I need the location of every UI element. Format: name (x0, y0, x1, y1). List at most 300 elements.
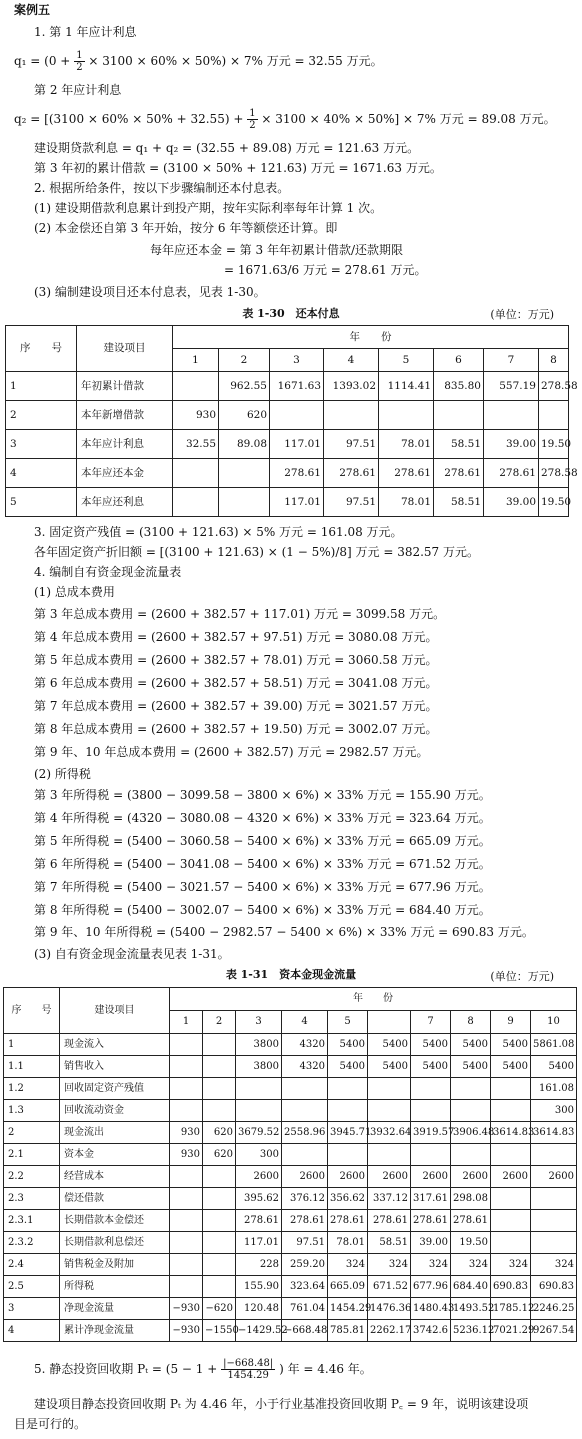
table-cell: 5400 (328, 1034, 368, 1056)
table-cell: 19.50 (539, 488, 569, 517)
table-cell: 2558.96 (282, 1122, 328, 1144)
table-cell: 3679.52 (236, 1122, 282, 1144)
total-cost-heading: (1) 总成本费用 (34, 585, 115, 599)
table-cell (203, 1210, 236, 1232)
annual-principal-result: = 1671.63/6 万元 = 278.61 万元。 (224, 263, 427, 277)
table-cell: 324 (411, 1254, 451, 1276)
table-cell: 97.51 (282, 1232, 328, 1254)
table-cell (531, 1144, 577, 1166)
table-cell: 97.51 (324, 430, 379, 459)
residual-value: 3. 固定资产残值 = (3100 + 121.63) × 5% 万元 = 161.08 万元。 (34, 525, 403, 539)
formula-part: × 3100 × 40% × 50%] × 7% 万元 = 89.08 万元。 (261, 112, 556, 126)
row-seq: 3 (6, 430, 77, 459)
year-header: 3 (270, 349, 324, 372)
table-cell: 3800 (236, 1056, 282, 1078)
table-cell (170, 1232, 203, 1254)
fraction-denominator: 2 (249, 120, 256, 131)
row-seq: 3 (4, 1298, 60, 1320)
formula-part: q₁ = (0 + (14, 54, 71, 68)
table-cell: −668.48 (282, 1320, 328, 1342)
case-title: 案例五 (14, 3, 51, 17)
row-seq: 2.1 (4, 1144, 60, 1166)
table-cell: 962.55 (219, 372, 270, 401)
row-item: 净现金流量 (60, 1298, 170, 1320)
fraction-numerator: |−668.48| (223, 1358, 274, 1369)
table-cell: 3614.83 (491, 1122, 531, 1144)
table30-unit: (单位：万元) (490, 308, 554, 321)
total-cost-year9-10: 第 9 年、10 年总成本费用 = (2600 + 382.57) 万元 = 2982.57 万元。 (34, 745, 429, 759)
table-cell: 278.61 (236, 1210, 282, 1232)
table-cell: 620 (203, 1122, 236, 1144)
row-item: 销售税金及附加 (60, 1254, 170, 1276)
table-cell: 9267.54 (531, 1320, 577, 1342)
row-item: 长期借款本金偿还 (60, 1210, 170, 1232)
fraction-denominator: 2 (76, 62, 83, 73)
total-cost-year5: 第 5 年总成本费用 = (2600 + 382.57 + 78.01) 万元 = 3060.58 万元。 (34, 653, 438, 667)
table-cell: 1114.41 (379, 372, 434, 401)
row-item: 销售收入 (60, 1056, 170, 1078)
year-header: 3 (236, 1011, 282, 1034)
table-cell: 78.01 (379, 488, 434, 517)
table-cell: 1476.36 (368, 1298, 411, 1320)
row-seq: 2.3.2 (4, 1232, 60, 1254)
section4-heading: 4. 编制自有资金现金流量表 (34, 565, 182, 579)
step3-text: (3) 编制建设项目还本付息表，见表 1-30。 (34, 285, 266, 299)
table-cell (411, 1100, 451, 1122)
table-row (4, 1210, 577, 1232)
table-cell (203, 1276, 236, 1298)
table-cell: 278.58 (539, 372, 569, 401)
header-seq: 序 号 (4, 988, 60, 1034)
table-cell: 259.20 (282, 1254, 328, 1276)
fraction-numerator: 1 (76, 50, 83, 61)
table-cell: 557.19 (484, 372, 539, 401)
section2-heading: 2. 根据所给条件，按以下步骤编制还本付息表。 (34, 181, 290, 195)
table-cell: 4320 (282, 1034, 328, 1056)
interest-year2-heading: 第 2 年应计利息 (34, 83, 122, 97)
row-item: 本年应还本金 (77, 459, 173, 488)
table-cell: 19.50 (539, 430, 569, 459)
table-cell: 32.55 (173, 430, 219, 459)
table-row (4, 1100, 577, 1122)
step1-text: (1) 建设期借款利息累计到投产期，按年实际利率每年计算 1 次。 (34, 201, 383, 215)
table-row (4, 1122, 577, 1144)
table-cell (434, 401, 484, 430)
table-cell: −1550 (203, 1320, 236, 1342)
header-seq: 序 号 (6, 326, 77, 372)
table-cell: 835.80 (434, 372, 484, 401)
table-cell (539, 401, 569, 430)
table-cell: 5400 (328, 1056, 368, 1078)
row-item: 本年应计利息 (77, 430, 173, 459)
year-header: 1 (170, 1011, 203, 1034)
table-cell (203, 1100, 236, 1122)
table-cell: 690.83 (491, 1276, 531, 1298)
table-cell: 117.01 (236, 1232, 282, 1254)
table-cell: 690.83 (531, 1276, 577, 1298)
table-cell (531, 1210, 577, 1232)
table-cell (203, 1232, 236, 1254)
table-cell (170, 1254, 203, 1276)
table-cell (411, 1078, 451, 1100)
table-cell: 89.08 (219, 430, 270, 459)
table-cell (203, 1056, 236, 1078)
fraction (74, 50, 84, 73)
table-cell (203, 1078, 236, 1100)
table-cell: −1429.52 (236, 1320, 282, 1342)
table-row (6, 401, 569, 430)
table-cell: 785.81 (328, 1320, 368, 1342)
table-cell: 2262.17 (368, 1320, 411, 1342)
table-cell: 58.51 (434, 430, 484, 459)
table-cell (170, 1056, 203, 1078)
table-cell (491, 1100, 531, 1122)
table-row (6, 488, 569, 517)
table-cell: 300 (531, 1100, 577, 1122)
table-cell: 317.61 (411, 1188, 451, 1210)
table-row (4, 1276, 577, 1298)
table-cell (451, 1100, 491, 1122)
table-cell: 7021.29 (491, 1320, 531, 1342)
table-cell (491, 1188, 531, 1210)
table-cell (282, 1078, 328, 1100)
table31-caption: 表 1-31 资本金现金流量 (225, 968, 357, 981)
table-cell: 2246.25 (531, 1298, 577, 1320)
table-cell (173, 488, 219, 517)
income-tax-year8: 第 8 年所得税 = (5400 − 3002.07 − 5400 × 6%) × 33% 万元 = 684.40 万元。 (34, 903, 491, 917)
table-cell: 3800 (236, 1034, 282, 1056)
table-cell (170, 1276, 203, 1298)
cashflow-intro: (3) 自有资金现金流量表见表 1-31。 (34, 947, 230, 961)
fraction-denominator: 1454.29 (227, 1370, 269, 1381)
table-cell: 117.01 (270, 430, 324, 459)
annual-depreciation: 各年固定资产折旧额 = [(3100 + 121.63) × (1 − 5%)/8] 万元 = 382.57 万元。 (34, 545, 480, 559)
table-row (4, 1298, 577, 1320)
table-cell: 2600 (491, 1166, 531, 1188)
table-cell: 278.61 (451, 1210, 491, 1232)
table-cell (203, 1034, 236, 1056)
interest-year2-formula (14, 108, 556, 131)
table-row (4, 1056, 577, 1078)
table-cell (170, 1188, 203, 1210)
table-row (4, 1232, 577, 1254)
table-cell (484, 401, 539, 430)
table-cell (491, 1144, 531, 1166)
table-cell (328, 1100, 368, 1122)
cash-flow-table (3, 987, 577, 1342)
table-cell: 930 (170, 1144, 203, 1166)
table-cell (170, 1078, 203, 1100)
year-header: 9 (491, 1011, 531, 1034)
table-cell: 278.61 (484, 459, 539, 488)
table-cell: 2600 (328, 1166, 368, 1188)
table-cell: 278.61 (282, 1210, 328, 1232)
year-header: 6 (434, 349, 484, 372)
table-cell: 1480.43 (411, 1298, 451, 1320)
table-cell: 3919.57 (411, 1122, 451, 1144)
table-cell (324, 401, 379, 430)
table-row (6, 372, 569, 401)
header-year: 年 份 (170, 988, 577, 1011)
table-row (6, 430, 569, 459)
table-cell: 3945.71 (328, 1122, 368, 1144)
table-cell: 930 (170, 1122, 203, 1144)
annual-principal-formula: 每年应还本金 = 第 3 年年初累计借款/还款期限 (150, 243, 403, 257)
row-item: 经营成本 (60, 1166, 170, 1188)
table-cell (531, 1188, 577, 1210)
table-cell (236, 1078, 282, 1100)
header-item: 建设项目 (77, 326, 173, 372)
row-item: 累计净现金流量 (60, 1320, 170, 1342)
table-cell (328, 1078, 368, 1100)
row-item: 回收固定资产残值 (60, 1078, 170, 1100)
table-cell (531, 1232, 577, 1254)
table-cell: 278.61 (368, 1210, 411, 1232)
table-cell: 324 (491, 1254, 531, 1276)
table-cell: 2600 (531, 1166, 577, 1188)
year-header: 7 (484, 349, 539, 372)
table-row (4, 1254, 577, 1276)
table-cell (173, 459, 219, 488)
row-seq: 2 (4, 1122, 60, 1144)
table-cell: 671.52 (368, 1276, 411, 1298)
table-cell: 323.64 (282, 1276, 328, 1298)
table-cell: −930 (170, 1320, 203, 1342)
row-seq: 1.3 (4, 1100, 60, 1122)
row-seq: 2.4 (4, 1254, 60, 1276)
row-item: 所得税 (60, 1276, 170, 1298)
table-cell: 39.00 (484, 488, 539, 517)
table-cell (491, 1210, 531, 1232)
table-cell: 278.58 (539, 459, 569, 488)
row-seq: 2 (6, 401, 77, 430)
table-cell (219, 488, 270, 517)
table-cell: 337.12 (368, 1188, 411, 1210)
table-cell (491, 1078, 531, 1100)
year-header: 4 (324, 349, 379, 372)
year-header: 5 (379, 349, 434, 372)
table-cell (451, 1078, 491, 1100)
table-cell: 3932.64 (368, 1122, 411, 1144)
interest-year1-heading: 1. 第 1 年应计利息 (34, 25, 137, 39)
income-tax-year4: 第 4 年所得税 = (4320 − 3080.08 − 4320 × 6%) × 33% 万元 = 323.64 万元。 (34, 811, 491, 825)
table-row (4, 1078, 577, 1100)
table-cell: 228 (236, 1254, 282, 1276)
year-header: 10 (531, 1011, 577, 1034)
table-cell: −620 (203, 1298, 236, 1320)
table-row (4, 1166, 577, 1188)
table-cell (282, 1100, 328, 1122)
table-cell: 120.48 (236, 1298, 282, 1320)
table-cell: 5400 (411, 1056, 451, 1078)
table-cell: 3742.6 (411, 1320, 451, 1342)
table-row (4, 1320, 577, 1342)
row-seq: 1.1 (4, 1056, 60, 1078)
table-cell: 4320 (282, 1056, 328, 1078)
row-seq: 1 (4, 1034, 60, 1056)
header-year: 年 份 (173, 326, 569, 349)
table-cell: 324 (531, 1254, 577, 1276)
table-cell: 278.61 (434, 459, 484, 488)
conclusion-line2: 目是可行的。 (14, 1417, 87, 1431)
table-cell: 5400 (491, 1056, 531, 1078)
row-seq: 1 (6, 372, 77, 401)
row-item: 回收流动资金 (60, 1100, 170, 1122)
table-cell: 930 (173, 401, 219, 430)
table-cell (170, 1166, 203, 1188)
year-header: 1 (173, 349, 219, 372)
table-cell (236, 1100, 282, 1122)
row-item: 年初累计借款 (77, 372, 173, 401)
table-cell (173, 372, 219, 401)
header-item: 建设项目 (60, 988, 170, 1034)
table-cell (491, 1232, 531, 1254)
table-row (4, 1188, 577, 1210)
table-cell: 19.50 (451, 1232, 491, 1254)
table-cell: 5400 (491, 1034, 531, 1056)
repayment-table (5, 325, 578, 517)
table-cell: 5400 (368, 1056, 411, 1078)
table-cell: 278.61 (324, 459, 379, 488)
table-cell (203, 1254, 236, 1276)
table-cell: 5400 (451, 1056, 491, 1078)
table-cell (368, 1078, 411, 1100)
table-cell: 324 (368, 1254, 411, 1276)
table-cell: 300 (236, 1144, 282, 1166)
table-cell: 324 (328, 1254, 368, 1276)
table-cell: 58.51 (434, 488, 484, 517)
row-seq: 4 (4, 1320, 60, 1342)
formula-part: × 3100 × 60% × 50%) × 7% 万元 = 32.55 万元。 (88, 54, 383, 68)
row-item: 本年新增借款 (77, 401, 173, 430)
table-cell (411, 1144, 451, 1166)
year-header: 5 (328, 1011, 368, 1034)
table-cell: 39.00 (411, 1232, 451, 1254)
table-cell: 2600 (451, 1166, 491, 1188)
table-cell: 620 (219, 401, 270, 430)
total-cost-year7: 第 7 年总成本费用 = (2600 + 382.57 + 39.00) 万元 = 3021.57 万元。 (34, 699, 438, 713)
table-row (4, 1144, 577, 1166)
income-tax-year7: 第 7 年所得税 = (5400 − 3021.57 − 5400 × 6%) × 33% 万元 = 677.96 万元。 (34, 880, 491, 894)
row-seq: 2.3 (4, 1188, 60, 1210)
table-cell: 2600 (411, 1166, 451, 1188)
row-item: 现金流出 (60, 1122, 170, 1144)
table-cell: 1454.29 (328, 1298, 368, 1320)
table-cell (219, 459, 270, 488)
table-cell: 395.62 (236, 1188, 282, 1210)
table-cell (170, 1210, 203, 1232)
table-cell: 3906.48 (451, 1122, 491, 1144)
table-cell: 5400 (451, 1034, 491, 1056)
total-cost-year8: 第 8 年总成本费用 = (2600 + 382.57 + 19.50) 万元 = 3002.07 万元。 (34, 722, 438, 736)
row-item: 长期借款利息偿还 (60, 1232, 170, 1254)
total-cost-year4: 第 4 年总成本费用 = (2600 + 382.57 + 97.51) 万元 = 3080.08 万元。 (34, 630, 438, 644)
row-seq: 1.2 (4, 1078, 60, 1100)
table-cell (170, 1100, 203, 1122)
year-header: 7 (411, 1011, 451, 1034)
construction-loan-interest: 建设期贷款利息 = q₁ + q₂ = (32.55 + 89.08) 万元 = 121.63 万元。 (34, 141, 420, 155)
year3-accumulated-loan: 第 3 年初的累计借款 = (3100 × 50% + 121.63) 万元 = 1671.63 万元。 (34, 161, 442, 175)
income-tax-year9-10: 第 9 年、10 年所得税 = (5400 − 2982.57 − 5400 × 6%) × 33% 万元 = 690.83 万元。 (34, 925, 534, 939)
year-header: 8 (451, 1011, 491, 1034)
row-item: 本年应还利息 (77, 488, 173, 517)
table-cell: 2600 (368, 1166, 411, 1188)
income-tax-year3: 第 3 年所得税 = (3800 − 3099.58 − 3800 × 6%) × 33% 万元 = 155.90 万元。 (34, 788, 491, 802)
table-row (6, 459, 569, 488)
formula-part: 5. 静态投资回收期 Pₜ = (5 − 1 + (34, 1362, 218, 1376)
payback-formula (34, 1358, 372, 1381)
year-header: 2 (203, 1011, 236, 1034)
total-cost-year3: 第 3 年总成本费用 = (2600 + 382.57 + 117.01) 万元 = 3099.58 万元。 (34, 607, 446, 621)
fraction (221, 1358, 275, 1381)
table-cell: 78.01 (379, 430, 434, 459)
step2-text: (2) 本金偿还自第 3 年开始，按分 6 年等额偿还计算。即 (34, 221, 338, 235)
table30-caption: 表 1-30 还本付息 (242, 307, 340, 320)
table-cell: 324 (451, 1254, 491, 1276)
table-cell (270, 401, 324, 430)
row-item: 偿还借款 (60, 1188, 170, 1210)
table-cell: 2600 (236, 1166, 282, 1188)
table-cell: 665.09 (328, 1276, 368, 1298)
table-cell (368, 1144, 411, 1166)
table-cell (368, 1100, 411, 1122)
row-item: 资本金 (60, 1144, 170, 1166)
year-header (368, 1011, 411, 1034)
interest-year1-formula (14, 50, 383, 73)
table-cell: 5400 (411, 1034, 451, 1056)
table-cell (170, 1034, 203, 1056)
formula-part: q₂ = [(3100 × 60% × 50% + 32.55) + (14, 112, 244, 126)
table-cell (328, 1144, 368, 1166)
table-cell: 117.01 (270, 488, 324, 517)
table-cell: 684.40 (451, 1276, 491, 1298)
table-cell (203, 1166, 236, 1188)
table-cell: 5861.08 (531, 1034, 577, 1056)
table-cell: 278.61 (270, 459, 324, 488)
income-tax-year5: 第 5 年所得税 = (5400 − 3060.58 − 5400 × 6%) × 33% 万元 = 665.09 万元。 (34, 834, 491, 848)
table-cell: 78.01 (328, 1232, 368, 1254)
table-cell: 155.90 (236, 1276, 282, 1298)
table-cell: 298.08 (451, 1188, 491, 1210)
year-header: 8 (539, 349, 569, 372)
table-cell: 278.61 (379, 459, 434, 488)
table-cell: 278.61 (411, 1210, 451, 1232)
year-header: 4 (282, 1011, 328, 1034)
income-tax-year6: 第 6 年所得税 = (5400 − 3041.08 − 5400 × 6%) × 33% 万元 = 671.52 万元。 (34, 857, 491, 871)
table-cell: 761.04 (282, 1298, 328, 1320)
row-seq: 5 (6, 488, 77, 517)
conclusion-line1: 建设项目静态投资回收期 Pₜ 为 4.46 年，小于行业基准投资回收期 P꜀ = 9 年，说明该建设项 (34, 1397, 529, 1411)
total-cost-year6: 第 6 年总成本费用 = (2600 + 382.57 + 58.51) 万元 = 3041.08 万元。 (34, 676, 438, 690)
income-tax-heading: (2) 所得税 (34, 767, 91, 781)
table-cell: 1671.63 (270, 372, 324, 401)
row-seq: 4 (6, 459, 77, 488)
table-cell: 278.61 (328, 1210, 368, 1232)
table-cell (379, 401, 434, 430)
formula-part: ) 年 = 4.46 年。 (279, 1362, 372, 1376)
table-cell: 356.62 (328, 1188, 368, 1210)
row-item: 现金流入 (60, 1034, 170, 1056)
table-cell: 677.96 (411, 1276, 451, 1298)
table-cell: 161.08 (531, 1078, 577, 1100)
row-seq: 2.3.1 (4, 1210, 60, 1232)
table-cell: 5400 (368, 1034, 411, 1056)
table-cell: 2600 (282, 1166, 328, 1188)
table-cell: 620 (203, 1144, 236, 1166)
table-cell: −930 (170, 1298, 203, 1320)
fraction (247, 108, 257, 131)
table-cell: 1785.12 (491, 1298, 531, 1320)
